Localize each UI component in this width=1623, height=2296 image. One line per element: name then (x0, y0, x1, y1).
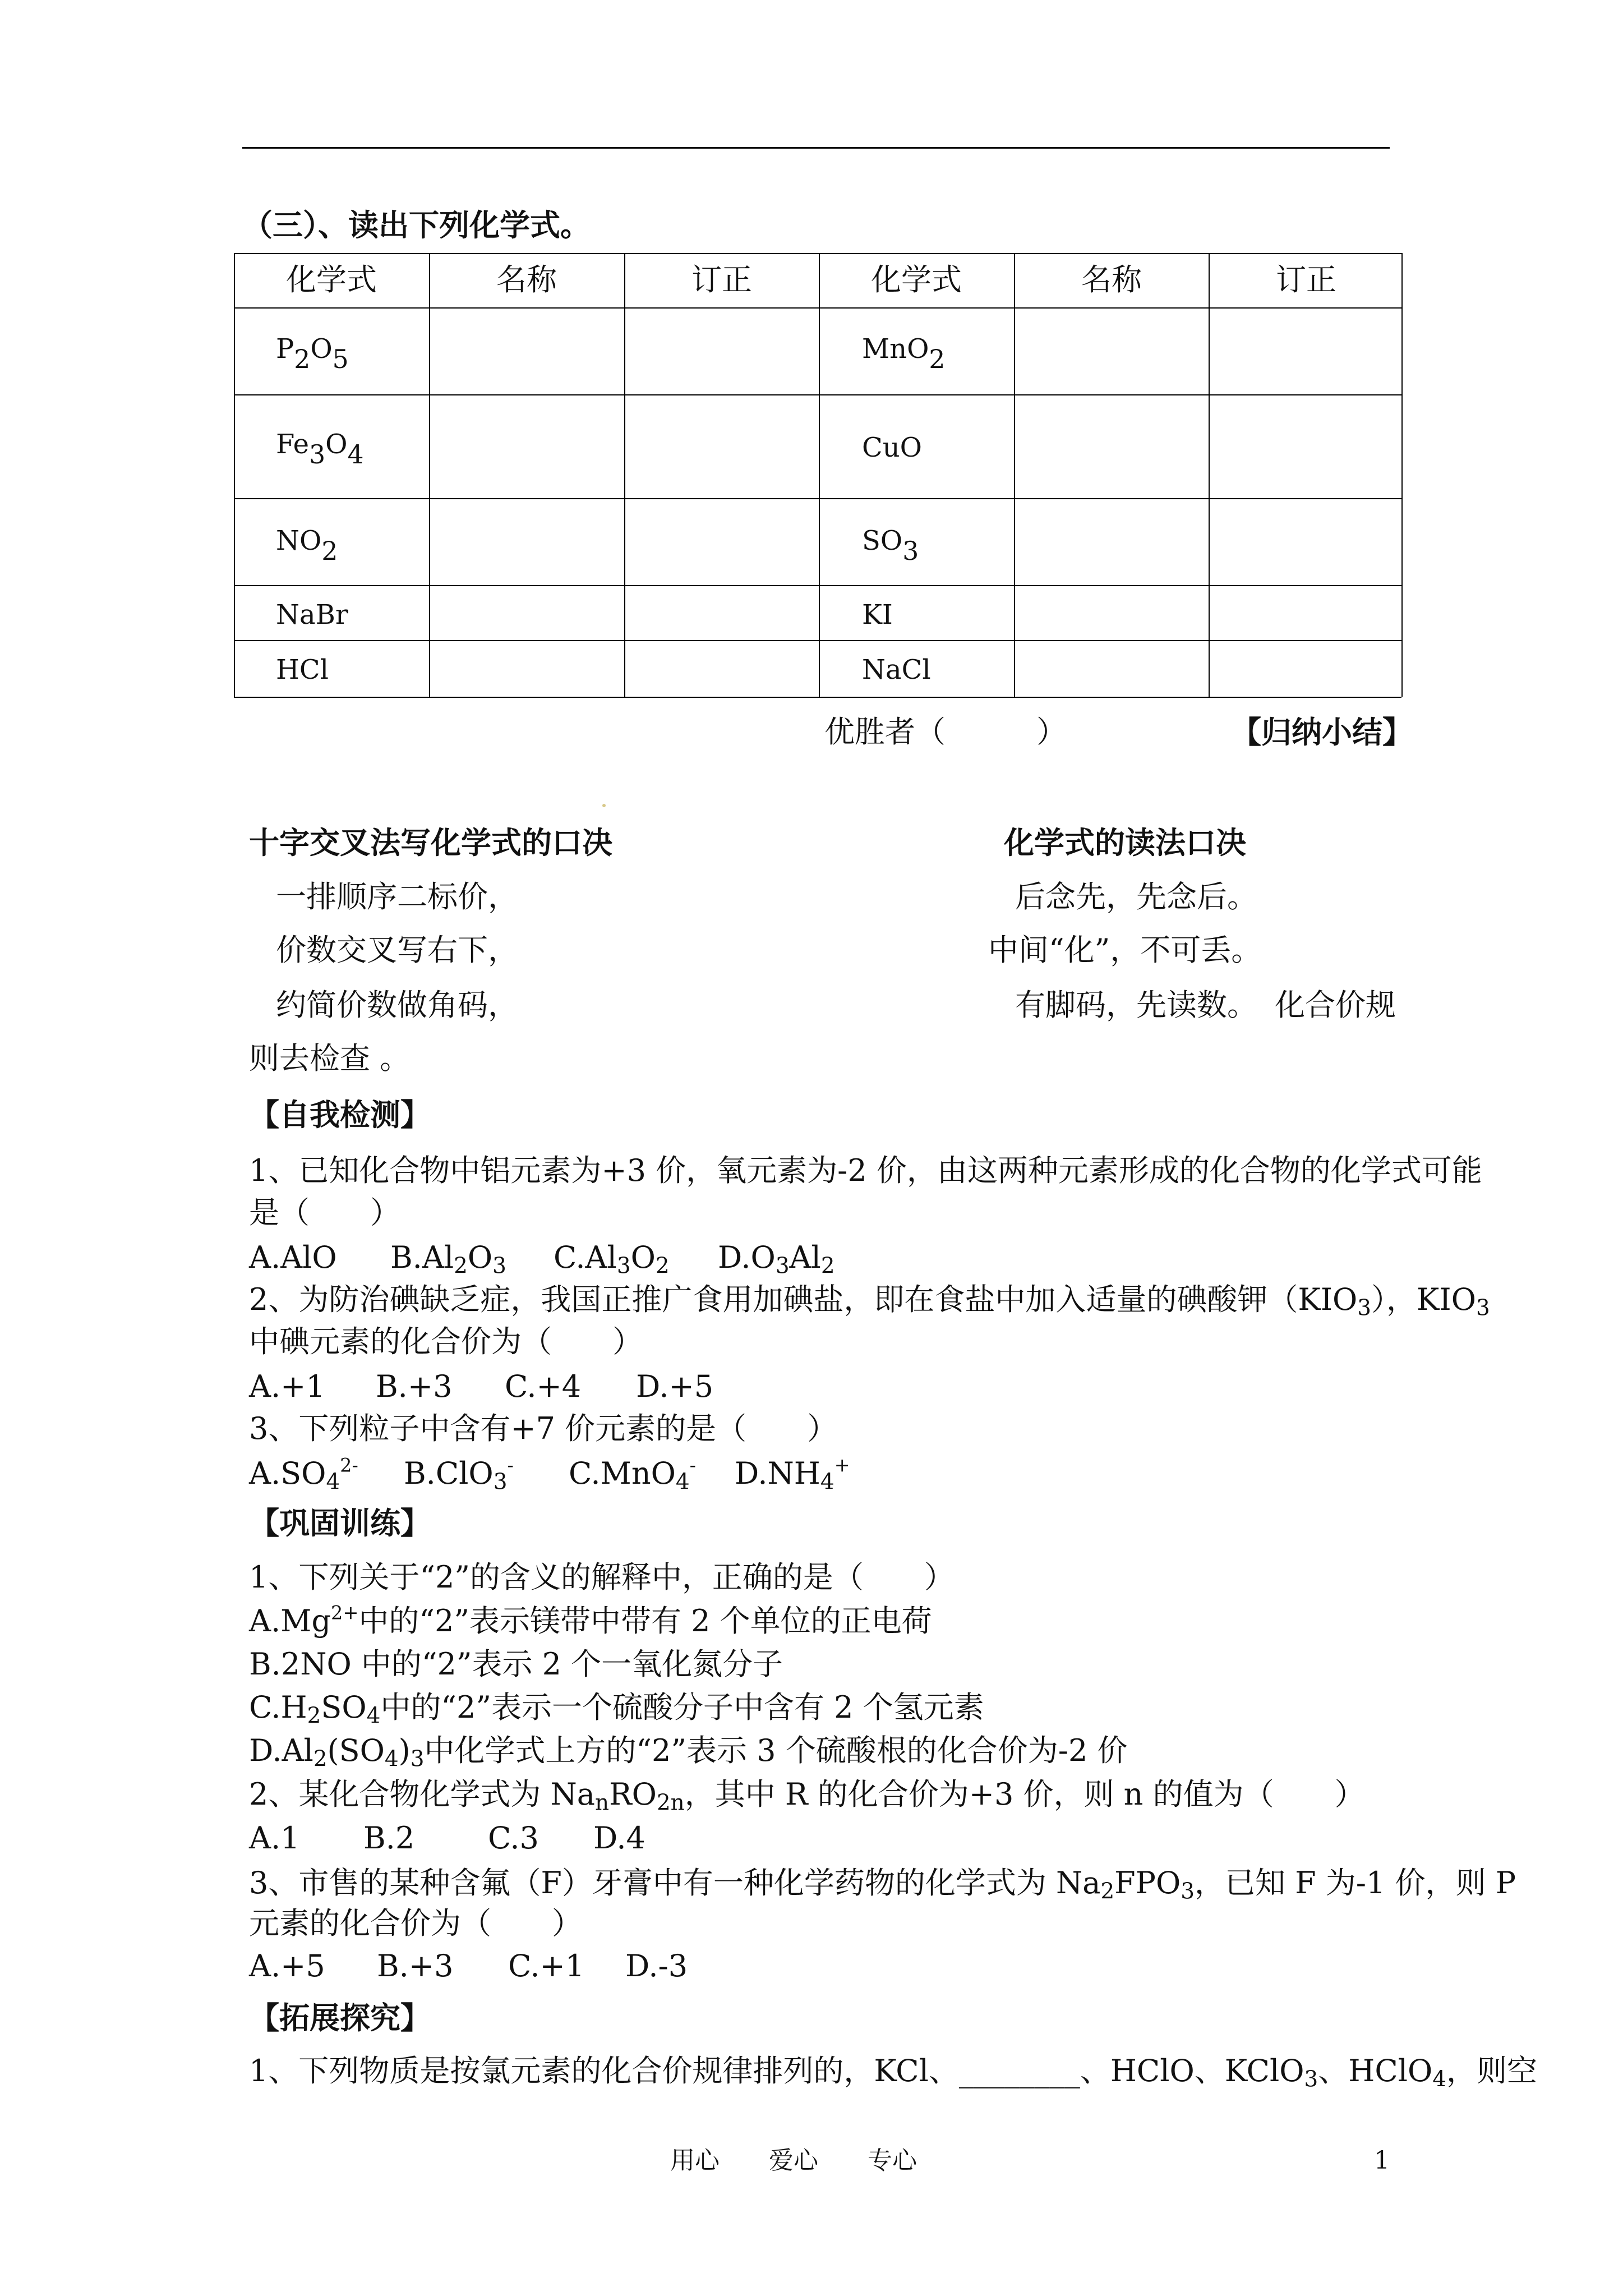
formula-cell: P2O5 (276, 333, 349, 375)
page-number: 1 (1374, 2146, 1390, 2175)
header-formula: 化学式 (286, 262, 377, 297)
header-formula: 化学式 (871, 262, 962, 297)
option-c: $C.Al_3O_2$ (554, 1240, 670, 1279)
header-correction: 订正 (1276, 262, 1336, 297)
option-c: C.3 (488, 1820, 539, 1856)
option-d: $D.Al_2(SO_4)_3$中化学式上方的“2”表示 3 个硫酸根的化合价为-2 价 (249, 1733, 1128, 1772)
mnemonic-line: 化合价规 (1275, 987, 1396, 1023)
option-a: A.1 (249, 1820, 300, 1856)
question-text: 是（ ） (249, 1195, 400, 1230)
formula-cell: NO2 (276, 525, 338, 567)
mnemonic-line: 价数交叉写右下， (276, 932, 518, 968)
option-b: B.+3 (376, 1369, 453, 1404)
option-d: D.4 (593, 1820, 645, 1856)
self-check-heading: 【自我检测】 (249, 1097, 431, 1133)
formula-cell: NaCl (862, 654, 931, 685)
option-c: C.MnO$_4$- (569, 1454, 696, 1495)
formula-cell: MnO2 (862, 333, 946, 375)
question-text: 元素的化合价为（ ） (249, 1906, 582, 1941)
option-b: B.ClO$_3$- (404, 1454, 514, 1495)
option-b: B.2NO 中的“2”表示 2 个一氧化氮分子 (249, 1646, 783, 1682)
mnemonic-line: 后念先，先念后。 (1015, 879, 1257, 914)
question-text: 1、下列物质是按氯元素的化合价规律排列的，KCl、________、HClO、KClO$_3$、HClO$_4$，则空 (249, 2053, 1537, 2092)
header-rule (242, 147, 1390, 149)
mnemonic-right-title: 化学式的读法口决 (1004, 825, 1246, 861)
option-b: $B.Al_2O_3$ (390, 1240, 506, 1279)
mnemonic-line: 中间“化”，不可丢。 (988, 932, 1262, 968)
formula-cell: KI (862, 599, 893, 631)
question-text: 2、某化合物化学式为 $Na_nRO_{2n}$，其中 R 的化合价为+3 价，则 n 的值为（ ） (249, 1777, 1365, 1816)
mnemonic-line: 则去检查 。 (249, 1041, 411, 1076)
option-a: A.AlO (249, 1240, 337, 1275)
option-a: $A.SO_4^{2-}$ (249, 1454, 358, 1495)
header-name: 名称 (1081, 262, 1142, 297)
question-text: 中碘元素的化合价为（ ） (249, 1324, 643, 1359)
formula-cell: HCl (276, 654, 329, 685)
formula-cell: SO3 (862, 525, 919, 567)
question-text: 2、为防治碘缺乏症，我国正推广食用加碘盐，即在食盐中加入适量的碘酸钾$(KIO_3)$，$KIO_3$ (249, 1282, 1490, 1321)
summary-heading: 【归纳小结】 (1231, 714, 1413, 750)
mnemonic-line: 一排顺序二标价， (276, 879, 518, 914)
consolidate-heading: 【巩固训练】 (249, 1505, 431, 1541)
option-b: B.2 (363, 1820, 415, 1856)
option-a: A.+1 (249, 1369, 325, 1404)
option-b: B.+3 (377, 1948, 454, 1984)
option-c: C.+4 (505, 1369, 582, 1404)
option-c: $C.H_2SO_4$中的“2”表示一个硫酸分子中含有 2 个氢元素 (249, 1690, 984, 1729)
header-name: 名称 (496, 262, 557, 297)
footer-slogan: 用心 爱心 专心 (670, 2146, 917, 2175)
winner-label: 优胜者（ ） (824, 714, 1067, 749)
option-d: $D.O_3Al_2$ (718, 1240, 835, 1279)
question-text: 1、已知化合物中铝元素为+3 价，氧元素为-2 价，由这两种元素形成的化合物的化学式可能 (249, 1153, 1482, 1188)
section-title: （三）、读出下列化学式。 (242, 207, 591, 243)
formula-cell: NaBr (276, 599, 348, 631)
mnemonic-line: 有脚码，先读数。 (1015, 987, 1257, 1023)
option-d: $D.NH_4^+$ (735, 1454, 850, 1495)
question-text: 3、市售的某种含氟（F）牙膏中有一种化学药物的化学式为 $Na_2FPO_3$，已知 F 为-1 价，则 P (249, 1865, 1516, 1904)
question-text: 3、下列粒子中含有+7 价元素的是（ ） (249, 1411, 838, 1446)
mnemonic-line: 约简价数做角码， (276, 987, 518, 1023)
extend-heading: 【拓展探究】 (249, 2000, 431, 2036)
option-a: A.+5 (249, 1948, 325, 1984)
option-d: D.+5 (636, 1369, 714, 1404)
question-text: 1、下列关于“2”的含义的解释中，正确的是（ ） (249, 1559, 955, 1595)
formula-cell: Fe3O4 (276, 429, 364, 470)
option-d: D.-3 (625, 1948, 688, 1984)
formula-cell: CuO (862, 432, 922, 463)
header-correction: 订正 (691, 262, 752, 297)
option-c: C.+1 (508, 1948, 585, 1984)
option-a: $A.Mg^{2+}$中的“2”表示镁带中带有 2 个单位的正电荷 (249, 1602, 932, 1639)
decorative-dot (602, 804, 606, 807)
mnemonic-left-title: 十字交叉法写化学式的口决 (249, 825, 612, 861)
